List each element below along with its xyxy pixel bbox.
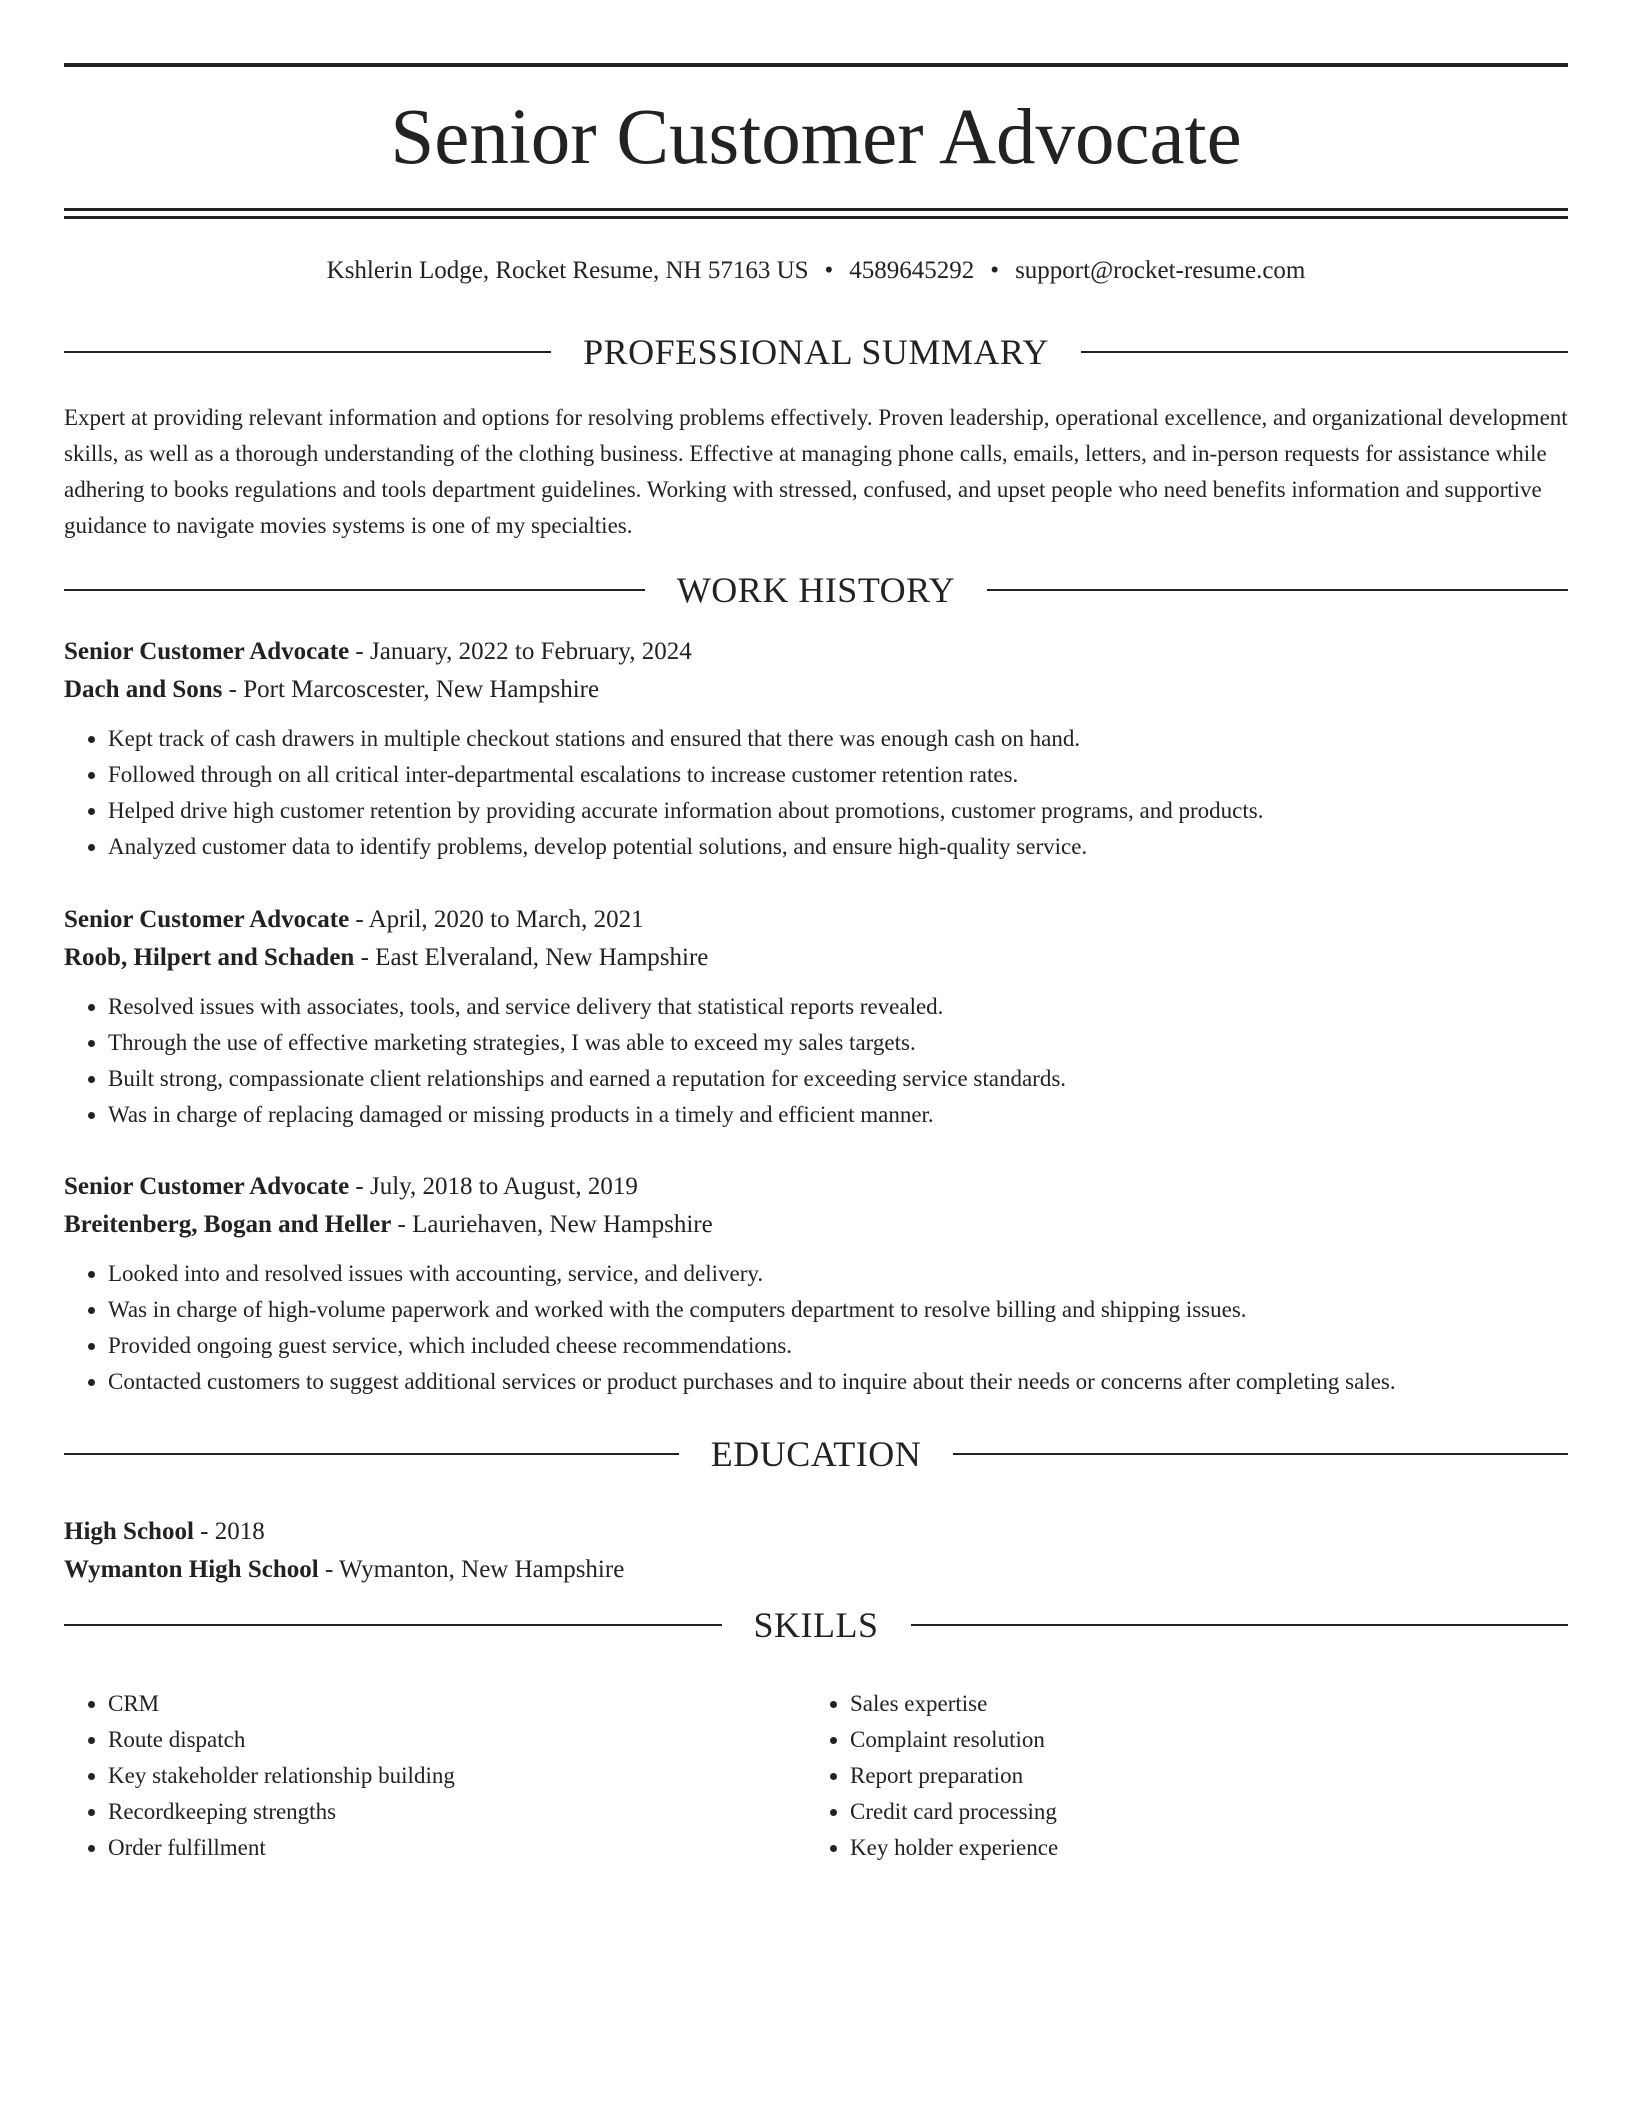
job-bullet: • Followed through on all critical inter-departmental escalations to increase customer retention rates. (108, 757, 1568, 793)
skill-item: • Key holder experience (850, 1830, 1548, 1866)
job-bullet: • Built strong, compassionate client relationships and earned a reputation for exceeding service standards. (108, 1061, 1568, 1097)
job-dates: - July, 2018 to August, 2019 (349, 1173, 638, 1200)
job-entry (64, 901, 1568, 1133)
job-dates: - April, 2020 to March, 2021 (349, 906, 644, 933)
job-title: Senior Customer Advocate (64, 1173, 350, 1200)
skills-column-right (806, 1686, 1548, 1866)
section-rule (64, 1453, 679, 1455)
section-header-skills (64, 1603, 1568, 1647)
section-rule (64, 351, 551, 353)
skill-item: • Recordkeeping strengths (108, 1794, 806, 1830)
section-title: EDUCATION (710, 1434, 922, 1474)
job-bullet: • Kept track of cash drawers in multiple checkout stations and ensured that there was enough cash on hand. (108, 721, 1568, 757)
job-bullets (64, 721, 1568, 865)
job-bullet: • Looked into and resolved issues with accounting, service, and delivery. (108, 1256, 1568, 1292)
skill-item: • Order fulfillment (108, 1830, 806, 1866)
job-bullet: • Was in charge of high-volume paperwork and worked with the computers department to resolve billing and shipping issues. (108, 1292, 1568, 1328)
job-dates: - January, 2022 to February, 2024 (349, 638, 692, 665)
education-location: - Wymanton, New Hampshire (318, 1556, 625, 1583)
section-header-education (64, 1432, 1568, 1476)
education-degree: High School (64, 1518, 194, 1545)
section-title: WORK HISTORY (676, 570, 956, 610)
job-bullet: • Helped drive high customer retention by providing accurate information about promotions, customer programs, and products. (108, 793, 1568, 829)
job-bullet: • Resolved issues with associates, tools, and service delivery that statistical reports revealed. (108, 989, 1568, 1025)
job-title-line (64, 901, 1568, 939)
job-entry (64, 633, 1568, 865)
education-school-line (64, 1551, 1568, 1589)
job-bullet: • Contacted customers to suggest additional services or product purchases and to inquire about their needs or concerns after completing sales. (108, 1364, 1568, 1400)
job-bullets (64, 989, 1568, 1133)
job-company-line (64, 1206, 1568, 1244)
top-rule (64, 63, 1568, 67)
contact-email: support@rocket-resume.com (1015, 257, 1306, 284)
section-rule (911, 1624, 1569, 1626)
education-year: - 2018 (193, 1518, 265, 1545)
title-rule-upper (64, 208, 1568, 211)
skill-item: • Sales expertise (850, 1686, 1548, 1722)
education-school: Wymanton High School (64, 1556, 319, 1583)
job-company: Dach and Sons (64, 676, 223, 703)
job-location: - East Elveraland, New Hampshire (354, 944, 709, 971)
skill-item: • Report preparation (850, 1758, 1548, 1794)
section-rule (987, 589, 1568, 591)
title-rule-lower (64, 216, 1568, 219)
job-bullet: • Analyzed customer data to identify problems, develop potential solutions, and ensure high-quality service. (108, 829, 1568, 865)
contact-separator: • (824, 257, 834, 284)
summary-text: Expert at providing relevant information and options for resolving problems effectively. Proven leadership, operational excellence, and organizational development skills, as well as a thorough understanding of the clothing business. Effective at managing phone calls, emails, letters, and in-person requests for assistance while adhering to books regulations and tools department guidelines. Working with stressed, confused, and upset people who need benefits information and supportive guidance to navigate movies systems is one of my specialties. (64, 405, 1568, 538)
skill-item: • CRM (108, 1686, 806, 1722)
section-header-summary (64, 330, 1568, 374)
job-bullets (64, 1256, 1568, 1400)
skills-column-left (64, 1686, 806, 1866)
education-degree-line (64, 1513, 1568, 1551)
job-company: Breitenberg, Bogan and Heller (64, 1211, 392, 1238)
section-rule (64, 589, 645, 591)
section-title: SKILLS (753, 1605, 879, 1645)
skills-list (64, 1686, 1568, 1866)
section-rule (953, 1453, 1568, 1455)
contact-address: Kshlerin Lodge, Rocket Resume, NH 57163 US (326, 257, 809, 284)
section-rule (1081, 351, 1568, 353)
contact-line (64, 254, 1568, 288)
job-title-line (64, 1168, 1568, 1206)
job-company-line (64, 671, 1568, 709)
resume-title: Senior Customer Advocate (390, 94, 1242, 181)
contact-separator: • (990, 257, 1000, 284)
skill-item: • Credit card processing (850, 1794, 1548, 1830)
section-rule (64, 1624, 722, 1626)
section-header-work (64, 568, 1568, 612)
skill-item: • Key stakeholder relationship building (108, 1758, 806, 1794)
job-company-line (64, 939, 1568, 977)
education-entry (64, 1513, 1568, 1589)
job-location: - Lauriehaven, New Hampshire (391, 1211, 713, 1238)
contact-phone: 4589645292 (849, 257, 975, 284)
section-title: PROFESSIONAL SUMMARY (583, 332, 1049, 372)
job-title: Senior Customer Advocate (64, 906, 350, 933)
skill-item: • Complaint resolution (850, 1722, 1548, 1758)
job-title: Senior Customer Advocate (64, 638, 350, 665)
job-bullet: • Was in charge of replacing damaged or missing products in a timely and efficient manner. (108, 1097, 1568, 1133)
skill-item: • Route dispatch (108, 1722, 806, 1758)
job-company: Roob, Hilpert and Schaden (64, 944, 355, 971)
job-bullet: • Through the use of effective marketing strategies, I was able to exceed my sales targets. (108, 1025, 1568, 1061)
job-entry (64, 1168, 1568, 1400)
job-title-line (64, 633, 1568, 671)
job-location: - Port Marcoscester, New Hampshire (222, 676, 600, 703)
job-bullet: • Provided ongoing guest service, which included cheese recommendations. (108, 1328, 1568, 1364)
